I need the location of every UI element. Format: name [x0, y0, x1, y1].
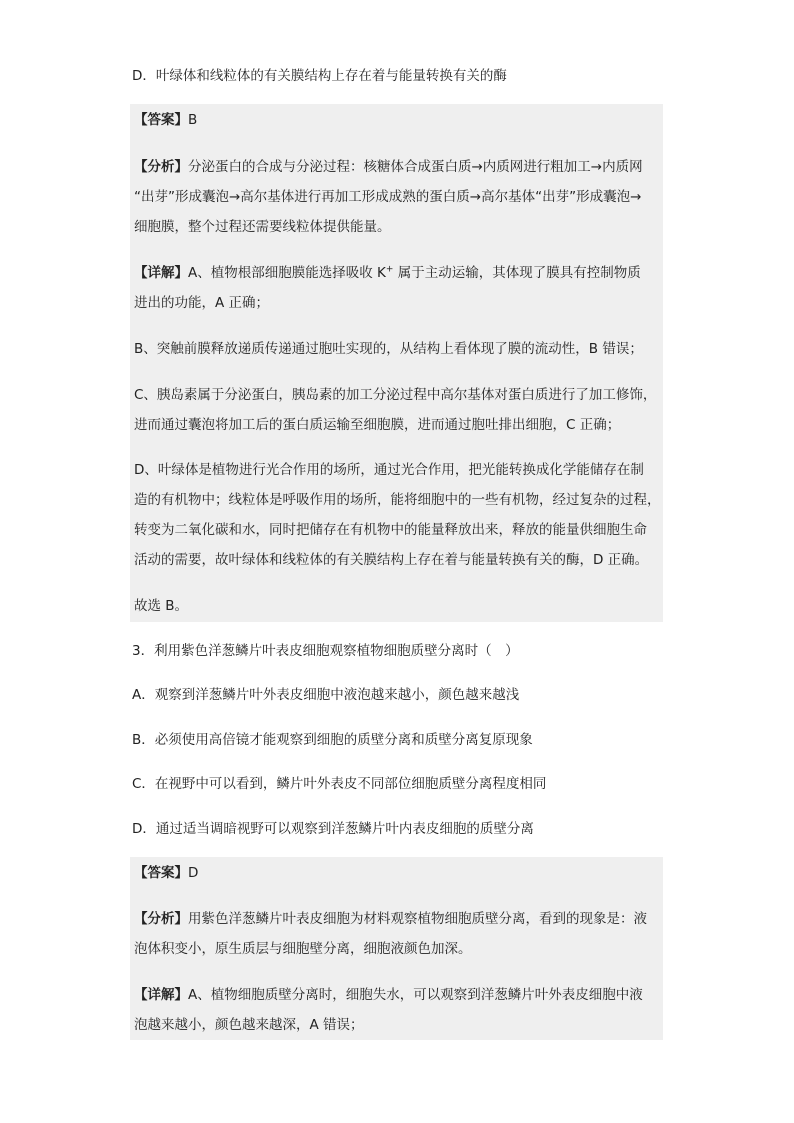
detail-a-text: A、植物根部细胞膜能选择吸收 K — [188, 265, 386, 281]
q2-detail-d-line-1: D、叶绿体是植物进行光合作用的场所，通过光合作用，把光能转换成化学能储存在制 — [134, 462, 644, 478]
q3-detail-a-line-2: 泡越来越小，颜色越来越深，A 错误； — [134, 1017, 364, 1033]
q3-option-a: A．观察到洋葱鳞片叶外表皮细胞中液泡越来越小，颜色越来越浅 — [132, 687, 520, 703]
answer-value: D — [188, 865, 199, 881]
q2-detail-d-line-2: 造的有机物中；线粒体是呼吸作用的场所，能将细胞中的一些有机物，经过复杂的过程， — [134, 492, 661, 508]
answer-value: B — [188, 112, 198, 128]
q2-analysis-line-2: “出芽”形成囊泡→高尔基体进行再加工形成成熟的蛋白质→高尔基体“出芽”形成囊泡→ — [134, 189, 642, 205]
q3-question: 3．利用紫色洋葱鳞片叶表皮细胞观察植物细胞质壁分离时（ ） — [132, 643, 519, 659]
detail-label: 【详解】 — [134, 987, 188, 1003]
detail-label: 【详解】 — [134, 265, 188, 281]
q3-answer — [134, 864, 664, 882]
analysis-label: 【分析】 — [134, 911, 188, 927]
q3-option-c: C．在视野中可以看到，鳞片叶外表皮不同部位细胞质壁分离程度相同 — [132, 776, 547, 792]
answer-label: 【答案】 — [134, 865, 188, 881]
q2-conclusion: 故选 B。 — [134, 598, 189, 614]
q3-explanation-block — [130, 857, 663, 1040]
q2-analysis-line-1 — [134, 158, 664, 176]
answer-label: 【答案】 — [134, 112, 188, 128]
q3-detail-a-line-1 — [134, 986, 664, 1004]
analysis-text: 分泌蛋白的合成与分泌过程：核糖体合成蛋白质→内质网进行粗加工→内质网 — [188, 159, 643, 175]
analysis-text: 用紫色洋葱鳞片叶表皮细胞为材料观察植物细胞质壁分离，看到的现象是：液 — [188, 911, 647, 927]
q3-analysis-line-1 — [134, 910, 664, 928]
detail-a-text-rest: 属于主动运输，其体现了膜具有控制物质 — [393, 265, 641, 281]
q2-option-d: D．叶绿体和线粒体的有关膜结构上存在着与能量转换有关的酶 — [132, 68, 507, 84]
q2-analysis-line-3: 细胞膜，整个过程还需要线粒体提供能量。 — [134, 219, 391, 235]
detail-a-text: A、植物细胞质壁分离时，细胞失水，可以观察到洋葱鳞片叶外表皮细胞中液 — [188, 987, 643, 1003]
q3-option-d: D．通过适当调暗视野可以观察到洋葱鳞片叶内表皮细胞的质壁分离 — [132, 821, 534, 837]
q3-analysis-line-2: 泡体积变小，原生质层与细胞壁分离，细胞液颜色加深。 — [134, 941, 472, 957]
q2-detail-c-line-2: 进而通过囊泡将加工后的蛋白质运输至细胞膜，进而通过胞吐排出细胞，C 正确； — [134, 417, 621, 433]
analysis-label: 【分析】 — [134, 159, 188, 175]
q2-detail-d-line-3: 转变为二氧化碳和水，同时把储存在有机物中的能量释放出来，释放的能量供细胞生命 — [134, 522, 647, 538]
q2-detail-b: B、突触前膜释放递质传递通过胞吐实现的，从结构上看体现了膜的流动性，B 错误； — [134, 341, 643, 357]
q2-detail-c-line-1: C、胰岛素属于分泌蛋白，胰岛素的加工分泌过程中高尔基体对蛋白质进行了加工修饰， — [134, 387, 657, 403]
q2-explanation-block — [130, 104, 663, 622]
q2-answer — [134, 111, 664, 129]
q2-detail-d-line-4: 活动的需要，故叶绿体和线粒体的有关膜结构上存在着与能量转换有关的酶，D 正确。 — [134, 552, 649, 568]
q2-detail-a-line-1 — [134, 264, 664, 282]
q2-detail-a-line-2: 进出的功能，A 正确； — [134, 295, 270, 311]
q3-option-b: B．必须使用高倍镜才能观察到细胞的质壁分离和质壁分离复原现象 — [132, 732, 533, 748]
superscript-plus: + — [385, 264, 394, 275]
